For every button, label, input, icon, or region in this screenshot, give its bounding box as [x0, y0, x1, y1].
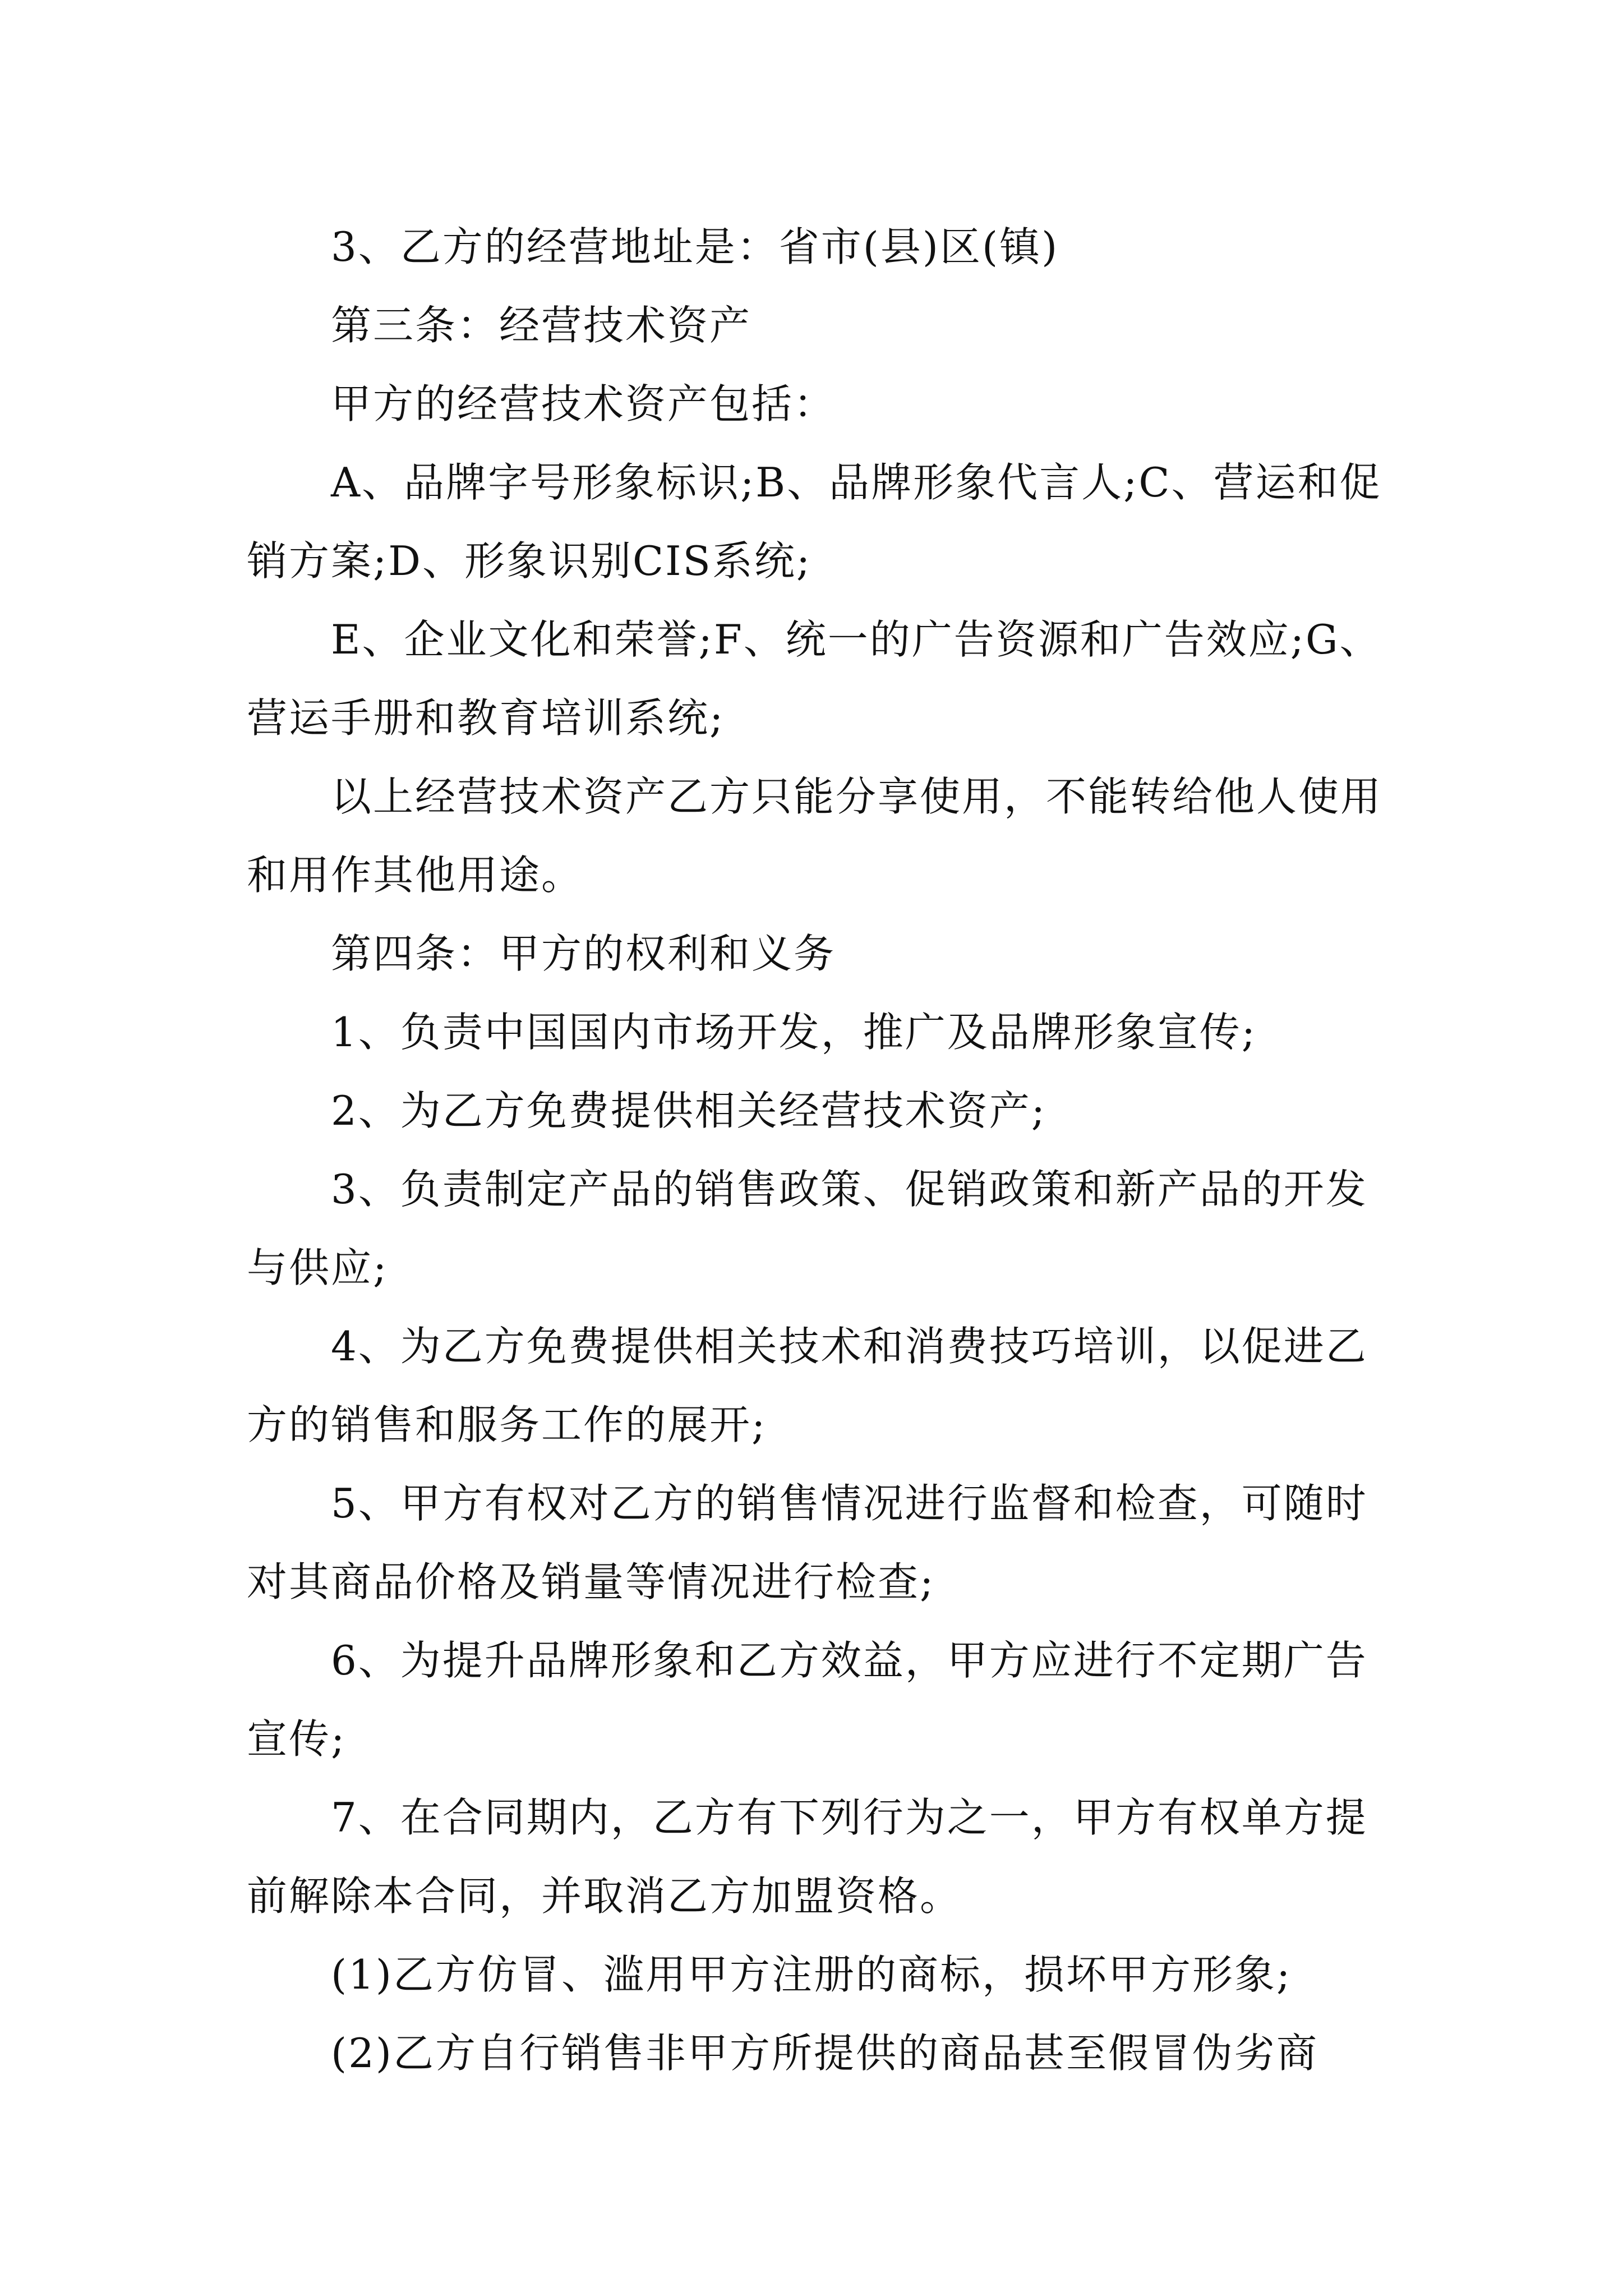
paragraph-operating-address: 3、乙方的经营地址是：省市(县)区(镇) [331, 223, 1059, 270]
paragraph-assets-usage: 以上经营技术资产乙方只能分享使用，不能转给他人使用和用作其他用途。 [247, 773, 1383, 899]
list-item-2: 2、为乙方免费提供相关经营技术资产; [331, 1087, 1047, 1134]
paragraph-assets-e-g: E、企业文化和荣誉;F、统一的广告资源和广告效应;G、营运手册和教育培训系统; [247, 616, 1382, 742]
sub-item-2: (2)乙方自行销售非甲方所提供的商品甚至假冒伪劣商 [331, 2030, 1318, 2077]
list-item-6: 6、为提升品牌形象和乙方效益，甲方应进行不定期广告宣传; [247, 1637, 1368, 1763]
paragraph-assets-a-d: A、品牌字号形象标识;B、品牌形象代言人;C、营运和促销方案;D、形象识别CIS系统; [247, 459, 1382, 585]
heading-article-four: 第四条：甲方的权利和义务 [331, 930, 836, 977]
paragraph-assets-intro: 甲方的经营技术资产包括： [331, 380, 836, 427]
sub-item-1: (1)乙方仿冒、滥用甲方注册的商标，损坏甲方形象; [331, 1951, 1292, 1998]
list-item-4: 4、为乙方免费提供相关技术和消费技巧培训，以促进乙方的销售和服务工作的展开; [247, 1323, 1368, 1448]
list-item-5: 5、甲方有权对乙方的销售情况进行监督和检查，可随时对其商品价格及销量等情况进行检查; [247, 1480, 1368, 1605]
list-item-3: 3、负责制定产品的销售政策、促销政策和新产品的开发与供应; [247, 1166, 1368, 1291]
list-item-7: 7、在合同期内，乙方有下列行为之一，甲方有权单方提前解除本合同，并取消乙方加盟资格。 [247, 1794, 1368, 1920]
list-item-1: 1、负责中国国内市场开发，推广及品牌形象宣传; [331, 1009, 1257, 1056]
heading-article-three: 第三条：经营技术资产 [331, 302, 752, 349]
